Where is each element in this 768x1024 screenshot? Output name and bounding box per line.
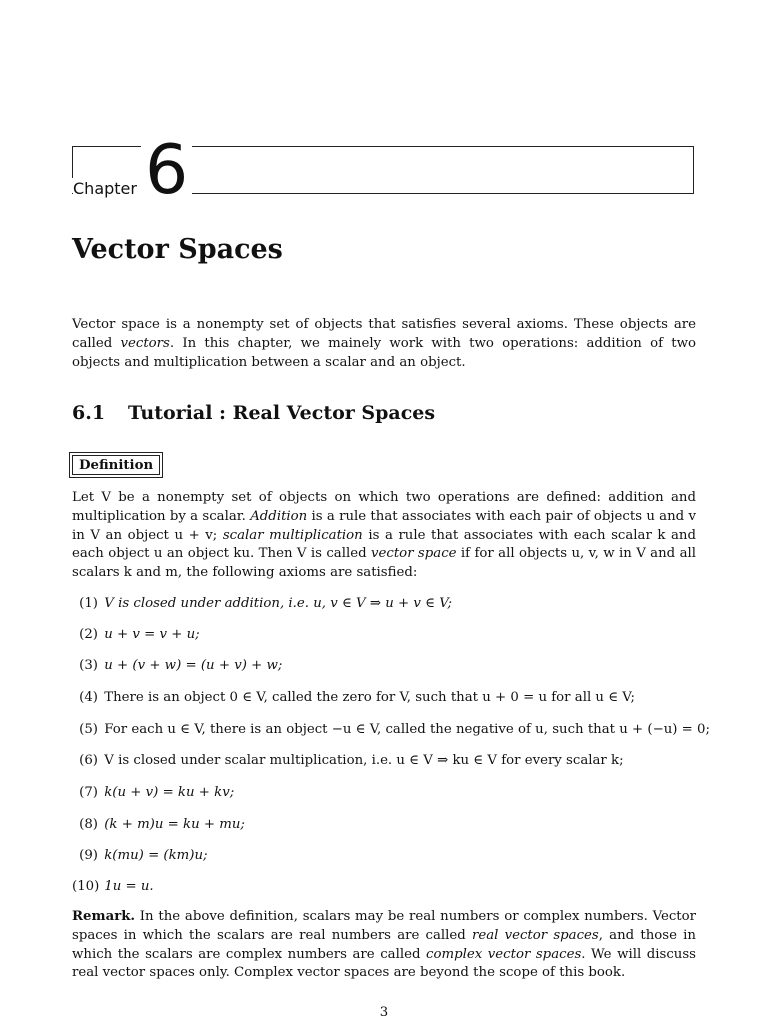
chapter-word: Chapter (73, 180, 141, 198)
axiom-number: (9) (79, 848, 98, 863)
axiom-item (72, 751, 624, 771)
intro-text-1: Vector space is a nonempty set of objects that satisfies several axioms. These objects are called (72, 317, 696, 351)
definition-term-addition: Addition (250, 508, 308, 524)
axiom-item (72, 625, 200, 645)
axiom-number: (5) (79, 722, 98, 737)
definition-term-scalar-multiplication: scalar multiplication (222, 527, 363, 543)
axiom-number: (8) (79, 817, 98, 832)
axiom-text: u + (v + w) = (u + v) + w; (104, 658, 283, 673)
axiom-text: V is closed under addition, i.e. u, v ∈ V ⇒ u + v ∈ V; (104, 596, 452, 611)
section-title: Tutorial : Real Vector Spaces (128, 402, 436, 424)
remark-text-3: . We will discuss real vector spaces only. Complex vector spaces are beyond the scope of this book. (72, 946, 697, 981)
intro-term-vectors: vectors (120, 335, 170, 351)
axiom-number: (3) (79, 658, 98, 673)
chapter-title: Vector Spaces (72, 234, 283, 265)
section-heading (72, 400, 435, 426)
page-number: 3 (379, 1005, 389, 1020)
remark-paragraph (72, 908, 696, 983)
axiom-number: (1) (79, 596, 98, 611)
axiom-number: (7) (79, 785, 98, 800)
axiom-item (72, 846, 208, 866)
definition-term-vector-space: vector space (371, 546, 457, 562)
axiom-item (72, 877, 154, 897)
axiom-item (72, 688, 635, 708)
axiom-item (72, 656, 282, 676)
axiom-text: For each u ∈ V, there is an object −u ∈ V, called the negative of u, such that u + (−u) = 0; (104, 722, 710, 737)
intro-paragraph (72, 316, 696, 372)
axiom-text: k(mu) = (km)u; (104, 848, 208, 863)
remark-term-real: real vector spaces (472, 927, 599, 943)
axiom-number: (6) (79, 753, 98, 768)
axiom-number: (10) (72, 879, 100, 894)
axiom-text: k(u + v) = ku + kv; (104, 785, 235, 800)
axiom-item (72, 720, 710, 740)
definition-text-2: is a rule that associates with each pair of objects u and v in V an object u + v; (72, 508, 696, 543)
section-number: 6.1 (72, 402, 106, 424)
axiom-text: (k + m)u = ku + mu; (104, 817, 245, 832)
axiom-item (72, 594, 452, 614)
remark-label: Remark. (72, 909, 136, 924)
intro-text-2: . In this chapter, we mainely work with two operations: addition of two objects and multiplication between a scalar and an object. (72, 335, 696, 370)
axiom-item (72, 815, 245, 835)
remark-text-2: , and those in which the scalars are complex numbers are called (72, 927, 696, 962)
definition-text-4: if for all objects u, v, w in V and all scalars k and m, the following axioms are satisfied: (72, 546, 697, 581)
axiom-number: (4) (79, 690, 98, 705)
remark-text-1: In the above definition, scalars may be real numbers or complex numbers. Vector spaces in which the scalars are real numbers are called (72, 909, 696, 943)
axiom-number: (2) (79, 627, 98, 642)
definition-label: Definition (72, 455, 160, 475)
axiom-text: 1u = u. (104, 879, 154, 894)
remark-term-complex: complex vector spaces (426, 946, 582, 962)
axiom-text: There is an object 0 ∈ V, called the zero for V, such that u + 0 = u for all u ∈ V; (104, 690, 636, 705)
chapter-header-left-rule (72, 146, 73, 178)
definition-paragraph (72, 489, 696, 583)
definition-text-1: Let V be a nonempty set of objects on which two operations are defined: addition and multiplication by a scalar. (72, 490, 696, 524)
axiom-item (72, 783, 234, 803)
chapter-number: 6 (141, 136, 192, 206)
definition-text-3: is a rule that associates with each scalar k and each object u an object ku. Then V is called (72, 527, 696, 562)
axiom-text: u + v = v + u; (104, 627, 200, 642)
axiom-text: V is closed under scalar multiplication, i.e. u ∈ V ⇒ ku ∈ V for every scalar k; (104, 753, 624, 768)
